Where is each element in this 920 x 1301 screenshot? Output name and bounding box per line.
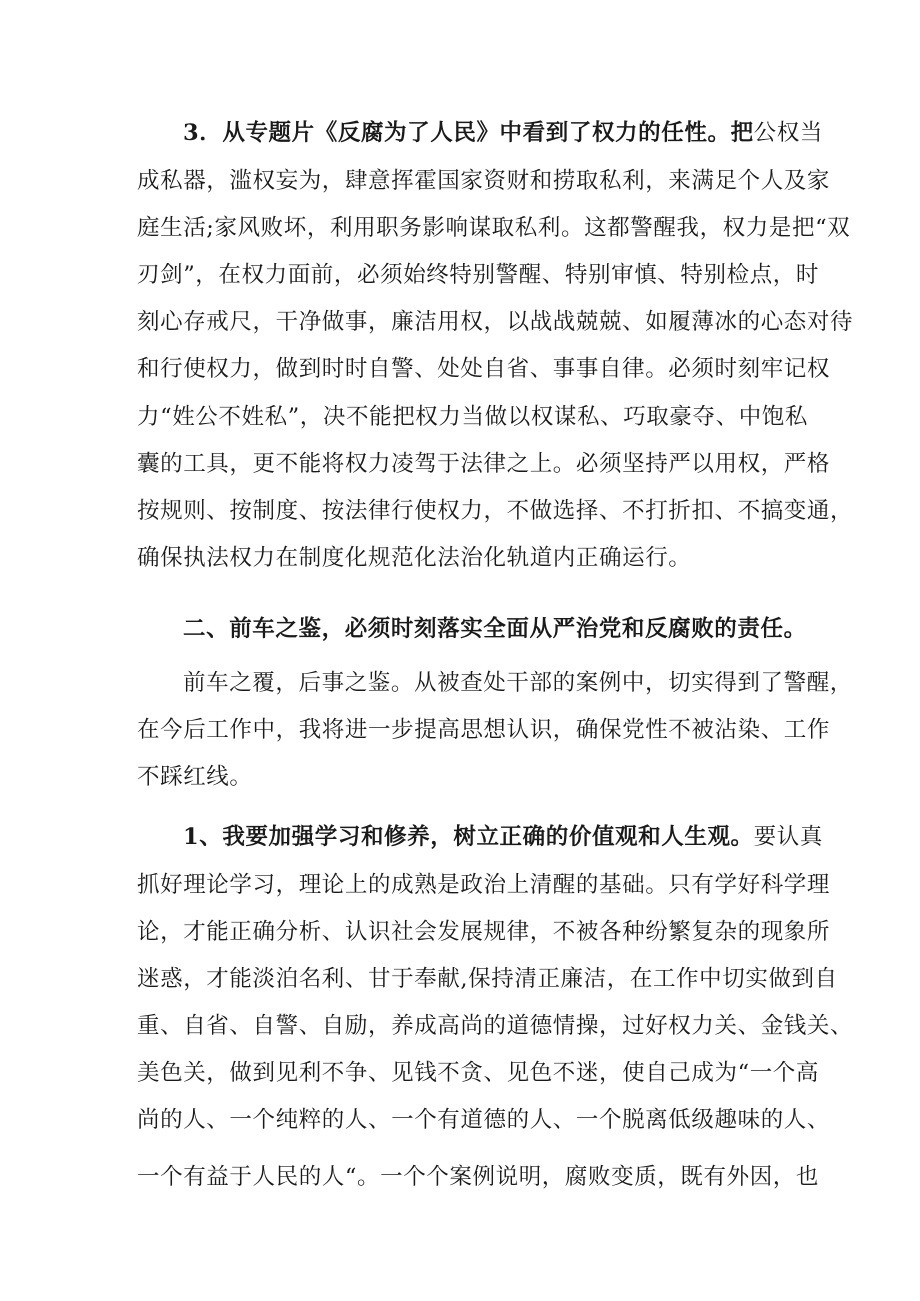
- para3-line: 迷惑，才能淡泊名利、甘于奉献,保持清正廉洁，在工作中切实做到自: [137, 966, 838, 992]
- para1-line: 成私器，滥权妄为，肆意挥霍国家资财和捞取私利，来满足个人及家: [137, 168, 831, 194]
- para1-line-1: [183, 118, 823, 148]
- para1-line: 确保执法权力在制度化规范化法治化轨道内正确运行。: [137, 545, 692, 571]
- para1-lead-tail: 把: [730, 120, 754, 146]
- para3-line: 论，才能正确分析、认识社会发展规律，不被各种纷繁复杂的现象所: [137, 919, 831, 945]
- para2-line: 前车之覆，后事之鉴。从被查处干部的案例中，切实得到了警醒，: [183, 670, 853, 696]
- para2-line: 不踩红线。: [137, 764, 253, 790]
- para3-line-1: [183, 822, 823, 852]
- para2-line: 在今后工作中，我将进一步提高思想认识，确保党性不被沾染、工作: [137, 717, 831, 743]
- para1-lead: 3．从专题片《反腐为了人民》中看到了权力的任性。: [183, 120, 731, 146]
- para1-line: 和行使权力，做到时时自警、处处自省、事事自律。必须时刻牢记权: [137, 356, 831, 382]
- para1-line: 力“姓公不姓私”，决不能把权力当做以权谋私、巧取豪夺、中饱私: [137, 404, 809, 430]
- para1-line: 刃剑”，在权力面前，必须始终特别警醒、特别审慎、特别检点，时: [137, 262, 820, 288]
- para1-line: 按规则、按制度、按法律行使权力，不做选择、不打折扣、不搞变通，: [137, 498, 854, 524]
- para3-line: 重、自省、自警、自励，养成高尚的道德情操，过好权力关、金钱关、: [137, 1013, 854, 1039]
- para1-line1-rest: 公权当: [753, 120, 823, 146]
- para3-line: 抓好理论学习，理论上的成熟是政治上清醒的基础。只有学好科学理: [137, 872, 831, 898]
- para3-line: 一个有益于人民的人“。一个个案例说明，腐败变质，既有外因，也: [137, 1164, 820, 1190]
- para1-line: 囊的工具，更不能将权力凌驾于法律之上。必须坚持严以用权，严格: [137, 451, 831, 477]
- para3-line: 美色关，做到见利不争、见钱不贪、见色不迷，使自己成为“一个高: [137, 1060, 820, 1086]
- para1-line: 庭生活;家风败坏，利用职务影响谋取私利。这都警醒我，权力是把“双: [137, 215, 851, 241]
- para1-line: 刻心存戒尺，干净做事，廉洁用权，以战战兢兢、如履薄冰的心态对待: [137, 309, 854, 335]
- para3-line: 尚的人、一个纯粹的人、一个有道德的人、一个脱离低级趣味的人、: [137, 1107, 831, 1133]
- section-heading: 二、前车之鉴，必须时刻落实全面从严治党和反腐败的责任。: [183, 616, 807, 642]
- para3-lead: 1、我要加强学习和修养，树立正确的价值观和人生观。: [183, 824, 754, 850]
- para3-line1-rest: 要认真: [753, 824, 823, 850]
